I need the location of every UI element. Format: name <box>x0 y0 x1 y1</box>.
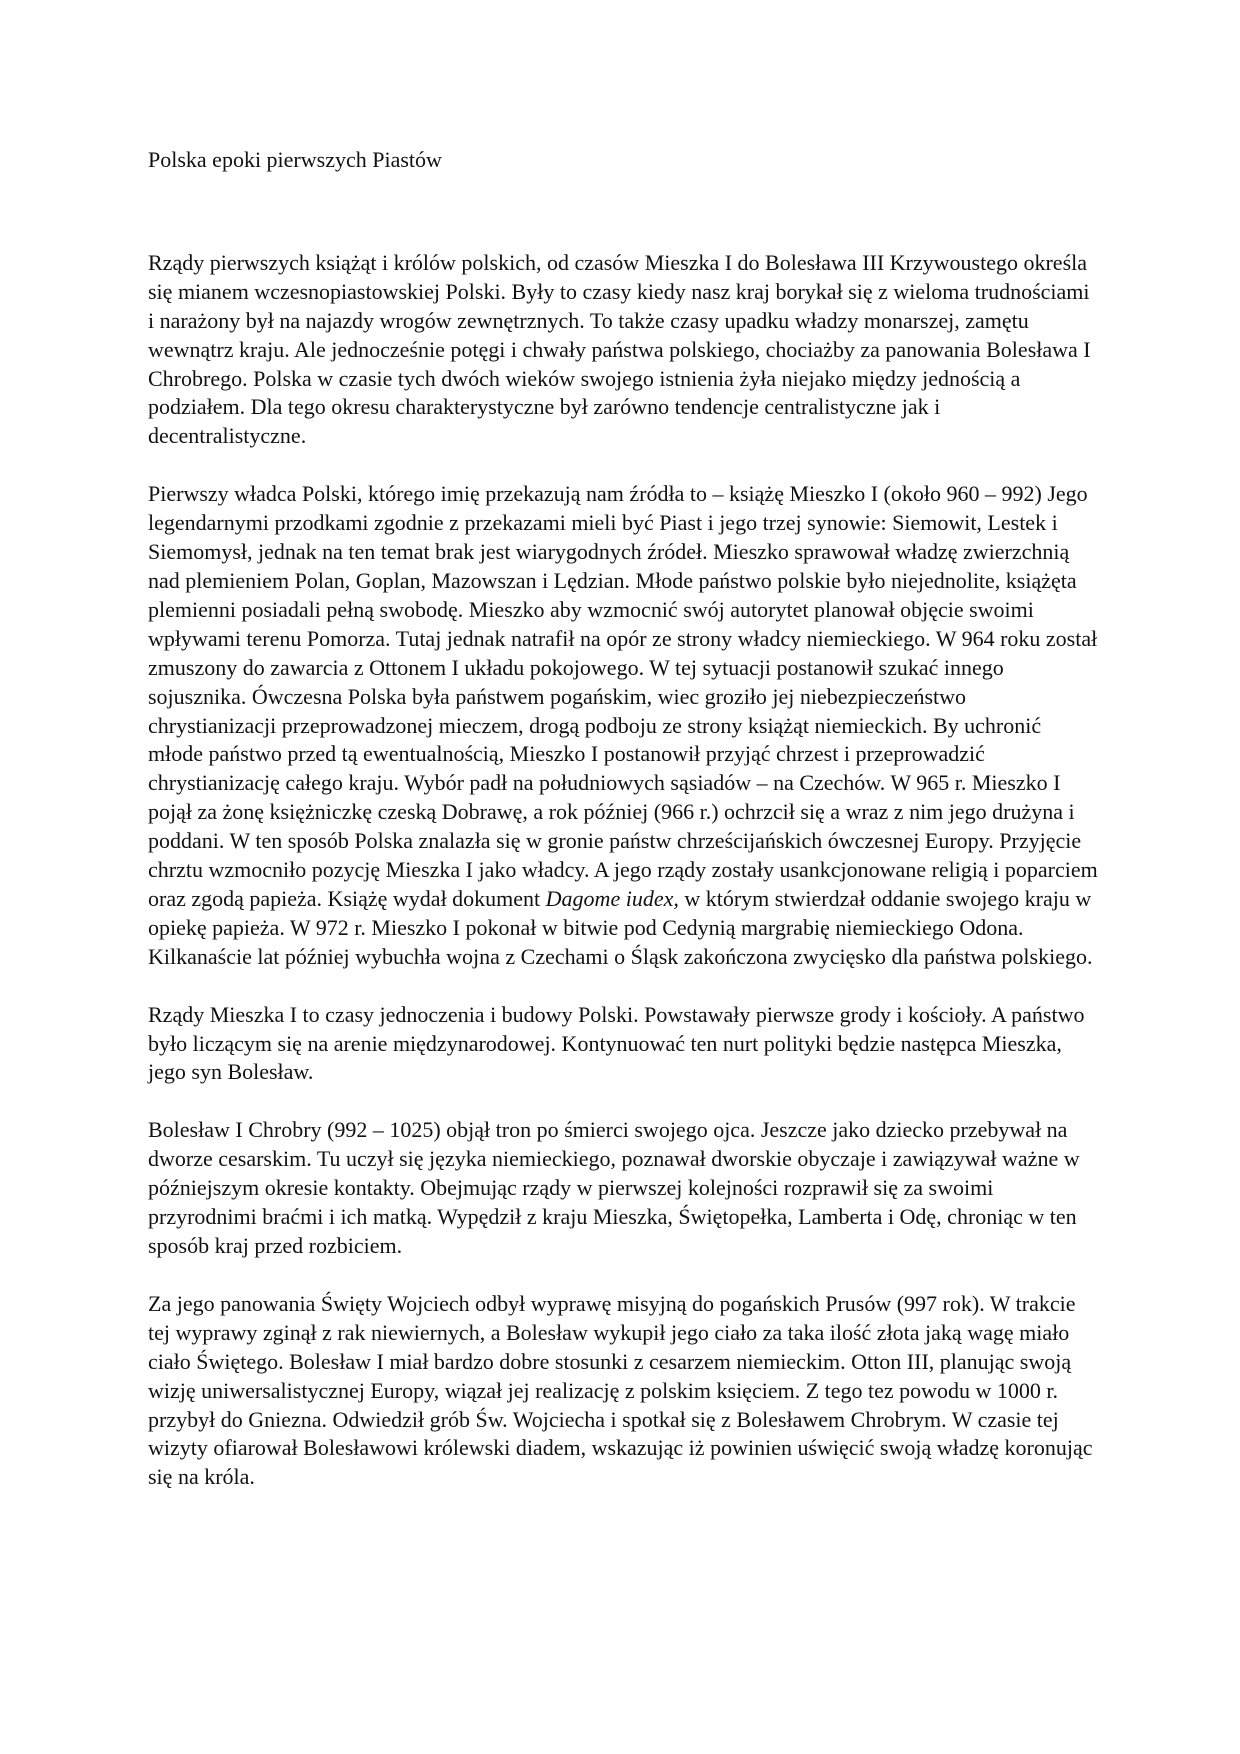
dagome-iudex-emphasis: Dagome iudex, <box>545 885 679 911</box>
paragraph-wojciech: Za jego panowania Święty Wojciech odbył wyprawę misyjną do pogańskich Prusów (997 rok). W trakcie tej wyprawy zginął z rak niewiernych, a Bolesław wykupił jego ciało za taka ilość złota jaką wagę miało ciało Świętego. Bolesław I miał bardzo dobre stosunki z cesarzem niemieckim. Otton III, planując swoją wizję uniwersalistycznej Europy, wiązał jej realizację z polskim księciem. Z tego tez powodu w 1000 r. przybył do Gniezna. Odwiedził grób Św. Wojciecha i spotkał się z Bolesławem Chrobrym. W czasie tej wizyty ofiarował Bolesławowi królewski diadem, wskazując iż powinien uświęcić swoją władzę koronując się na króla. <box>148 1290 1093 1490</box>
paragraph-mieszko-text-before: Pierwszy władca Polski, którego imię przekazują nam źródła to – książę Mieszko I (około 960 – 992) Jego legendarnymi przodkami zgodnie z przekazami mieli być Piast i jego trzej synowie: Siemowit, Lestek i Siemomysł, jednak na ten temat brak jest wiarygodnych źródeł. Mieszko sprawował władzę zwierzchnią nad plemieniem Polan, Goplan, Mazowszan i Lędzian. Młode państwo polskie było niejednolite, książęta plemienni posiadali pełną swobodę. Mieszko aby wzmocnić swój autorytet planował objęcie swoimi wpływami terenu Pomorza. Tutaj jednak natrafił na opór ze strony władcy niemieckiego. W 964 roku został zmuszony do zawarcia z Ottonem I układu pokojowego. W tej sytuacji postanowił szukać innego sojusznika. Ówczesna Polska była państwem pogańskim, wiec groziło jej niebezpieczeństwo chrystianizacji przeprowadzonej mieczem, drogą podboju ze strony książąt niemieckich. By uchronić młode państwo przed tą ewentualnością, Mieszko I postanowił przyjąć chrzest i przeprowadzić chrystianizację całego kraju. Wybór padł na południowych sąsiadów – na Czechów. W 965 r. Mieszko I pojął za żonę księżniczkę czeską Dobrawę, a rok później (966 r.) ochrzcił się a wraz z nim jego drużyna i poddani. W ten sposób Polska znalazła się w gronie państw chrześcijańskich ówczesnej Europy. Przyjęcie chrztu wzmocniło pozycję Mieszka I jako władcy. A jego rządy zostały usankcjonowane religią i poparciem oraz zgodą papieża. Książę wydał dokument <box>148 481 1098 911</box>
paragraph-intro: Rządy pierwszych książąt i królów polskich, od czasów Mieszka I do Bolesława III Krzywoustego określa się mianem wczesnopiastowskiej Polski. Były to czasy kiedy nasz kraj borykał się z wieloma trudnościami i narażony był na najazdy wrogów zewnętrznych. To także czasy upadku władzy monarszej, zamętu wewnątrz kraju. Ale jednocześnie potęgi i chwały państwa polskiego, chociażby za panowania Bolesława I Chrobrego. Polska w czasie tych dwóch wieków swojego istnienia żyła niejako między jednością a podziałem. Dla tego okresu charakterystyczne był zarówno tendencje centralistyczne jak i decentralistyczne. <box>148 249 1091 449</box>
paragraph-mieszko-summary: Rządy Mieszka I to czasy jednoczenia i budowy Polski. Powstawały pierwsze grody i kościoły. A państwo było liczącym się na arenie międzynarodowej. Kontynuować ten nurt polityki będzie następca Mieszka, jego syn Bolesław. <box>148 1001 1085 1085</box>
document-body <box>148 146 1098 1521</box>
paragraph-boleslaw: Bolesław I Chrobry (992 – 1025) objął tron po śmierci swojego ojca. Jeszcze jako dziecko przebywał na dworze cesarskim. Tu uczył się języka niemieckiego, poznawał dworskie obyczaje i zawiązywał ważne w późniejszym okresie kontakty. Obejmując rządy w pierwszej kolejności rozprawił się za swoimi przyrodnimi braćmi i ich matką. Wypędził z kraju Mieszka, Świętopełka, Lamberta i Odę, chroniąc w ten sposób kraj przed rozbiciem. <box>148 1117 1080 1258</box>
paragraph-mieszko <box>148 480 1098 971</box>
document-title: Polska epoki pierwszych Piastów <box>148 147 442 172</box>
paragraph-mieszko-text-after: w którym stwierdzał oddanie swojego kraju w opiekę papieża. W 972 r. Mieszko I pokonał w bitwie pod Cedynią margrabię niemieckiego Odona. Kilkanaście lat później wybuchła wojna z Czechami o Śląsk zakończona zwycięsko dla państwa polskiego. <box>148 885 1093 969</box>
